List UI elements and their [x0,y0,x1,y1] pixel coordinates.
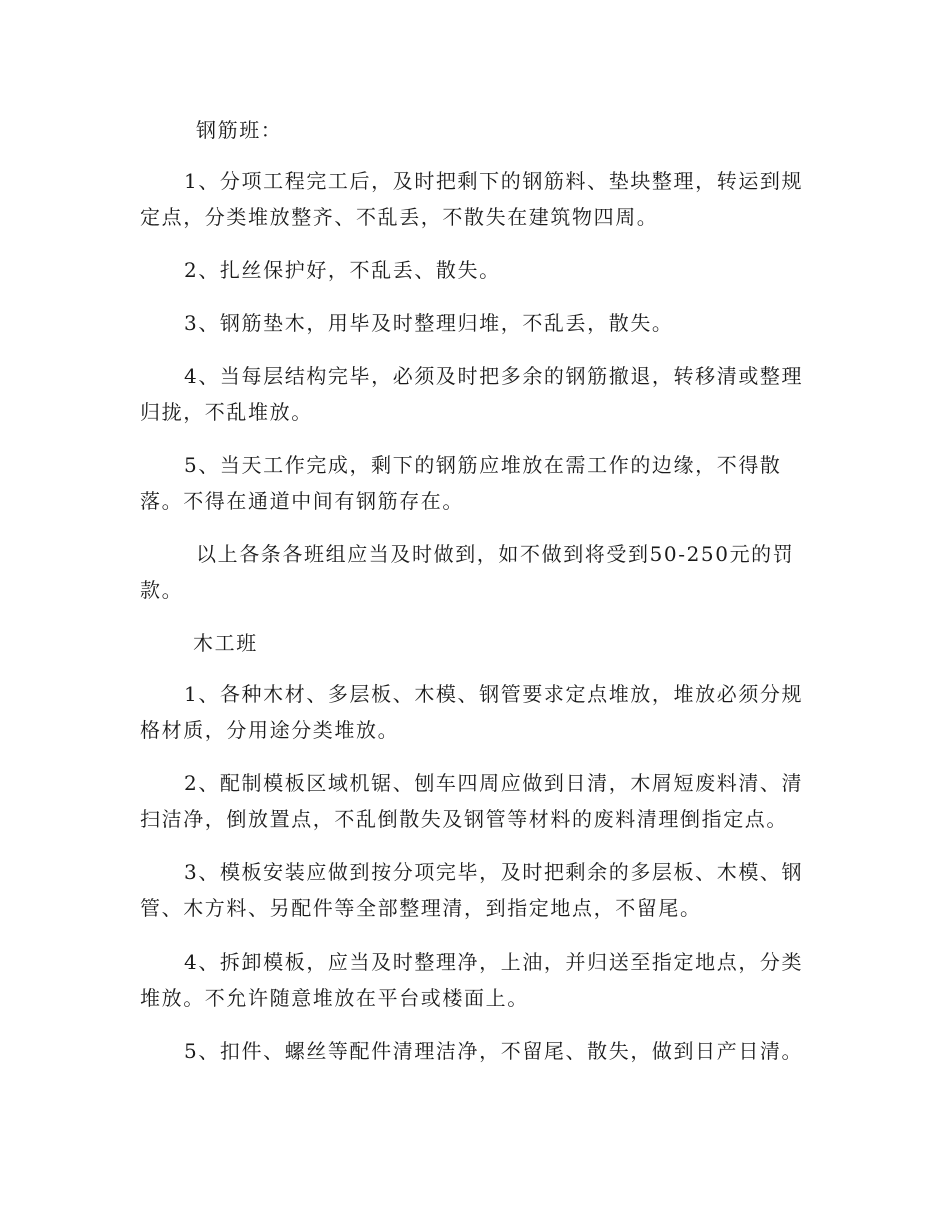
steel-penalty-line-1: 以上各条各班组应当及时做到，如不做到将受到50-250元的罚 [196,542,795,566]
steel-item-5-line-1: 5、当天工作完成，剩下的钢筋应堆放在需工作的边缘，不得散 [184,453,782,477]
steel-section-heading: 钢筋班： [196,118,283,142]
carpentry-item-1-line-1: 1、各种木材、多层板、木模、钢管要求定点堆放，堆放必须分规 [184,682,804,706]
carpentry-item-3-line-2: 管、木方料、另配件等全部整理清，到指定地点，不留尾。 [140,896,702,920]
carpentry-item-2-line-1: 2、配制模板区域机锯、刨车四周应做到日清，木屑短废料清、清 [184,771,804,795]
steel-item-4-line-2: 归拢，不乱堆放。 [140,400,313,424]
steel-penalty-line-2: 款。 [140,578,184,602]
carpentry-item-5: 5、扣件、螺丝等配件清理洁净，不留尾、散失，做到日产日清。 [184,1039,804,1063]
steel-item-2: 2、扎丝保护好，不乱丢、散失。 [184,258,501,282]
steel-item-1-line-1: 1、分项工程完工后，及时把剩下的钢筋料、垫块整理，转运到规 [184,169,804,193]
steel-item-4-line-1: 4、当每层结构完毕，必须及时把多余的钢筋撤退，转移清或整理 [184,364,804,388]
steel-item-1-line-2: 定点，分类堆放整齐、不乱丢，不散失在建筑物四周。 [140,205,659,229]
carpentry-item-3-line-1: 3、模板安装应做到按分项完毕，及时把剩余的多层板、木模、钢 [184,860,804,884]
steel-item-5-line-2: 落。不得在通道中间有钢筋存在。 [140,489,464,513]
carpentry-item-2-line-2: 扫洁净，倒放置点，不乱倒散失及钢管等材料的废料清理倒指定点。 [140,807,788,831]
steel-item-3: 3、钢筋垫木，用毕及时整理归堆，不乱丢，散失。 [184,311,674,335]
carpentry-item-4-line-1: 4、拆卸模板，应当及时整理净，上油，并归送至指定地点，分类 [184,950,804,974]
carpentry-item-4-line-2: 堆放。不允许随意堆放在平台或楼面上。 [140,986,529,1010]
carpentry-item-1-line-2: 格材质，分用途分类堆放。 [140,718,400,742]
carpentry-section-heading: 木工班 [193,631,258,655]
